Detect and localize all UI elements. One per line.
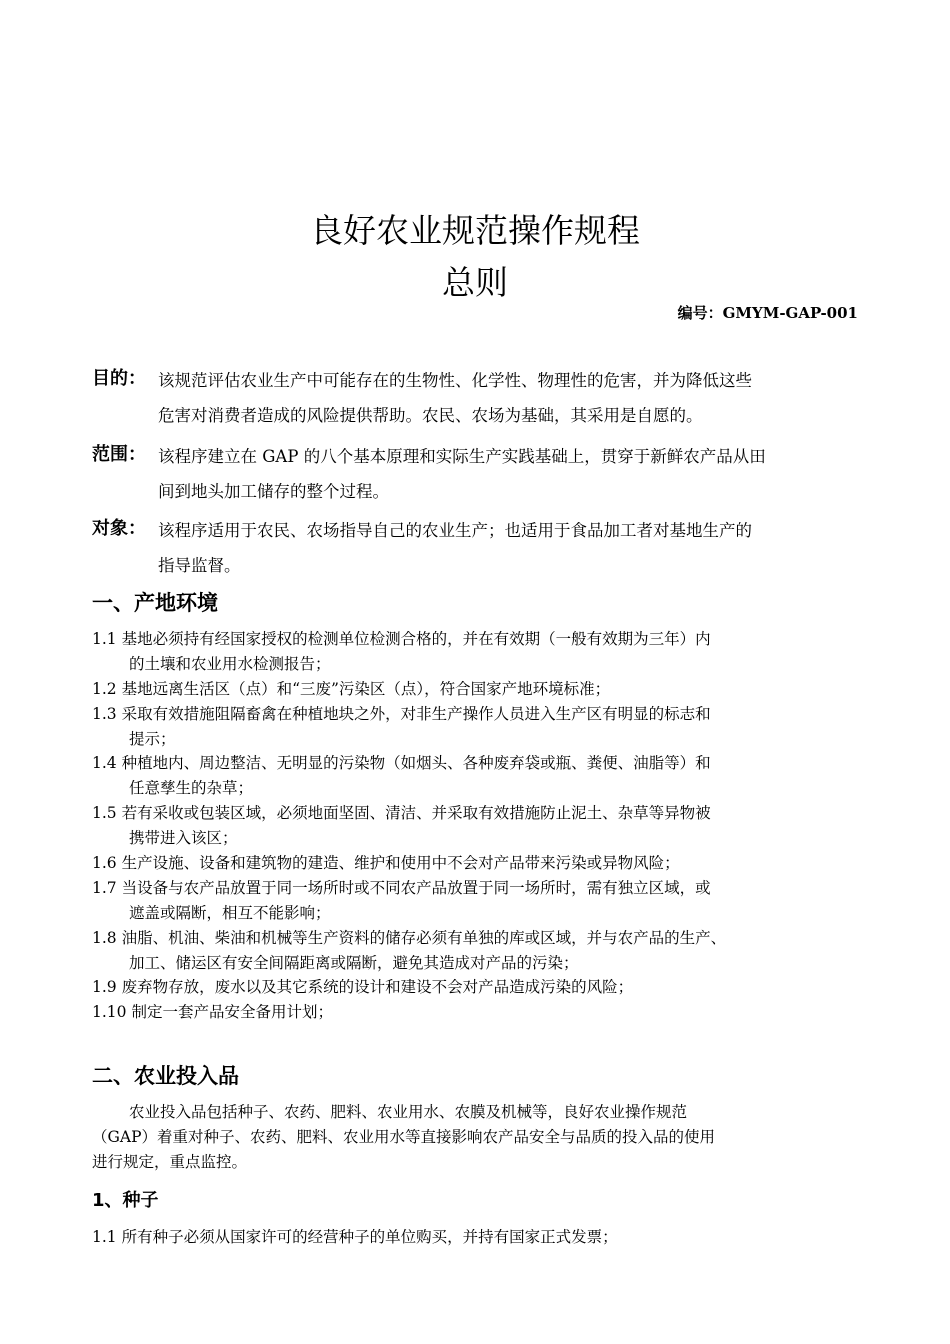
intro-line3: 进行规定，重点监控。 [92,1153,248,1171]
scope-label: 范围： [92,444,146,465]
list-item-continuation: 的土壤和农业用水检测报告； [129,655,331,673]
list-item: 1.9 废弃物存放，废水以及其它系统的设计和建设不会对产品造成污染的风险； [92,978,634,996]
list-item: 1.4 种植地内、周边整洁、无明显的污染物（如烟头、各种废弃袋或瓶、粪便、油脂等）和 [92,754,711,772]
list-item: 1.8 油脂、机油、柴油和机械等生产资料的储存必须有单独的库或区域，并与农产品的生产、 [92,929,727,947]
list-item: 1.5 若有采收或包装区域，必须地面坚固、清洁、并采取有效措施防止泥土、杂草等异物被 [92,804,711,822]
section-heading-inputs: 二、农业投入品 [92,1064,239,1088]
list-item: 1.1 基地必须持有经国家授权的检测单位检测合格的，并在有效期（一般有效期为三年）内 [92,630,711,648]
list-item: 1.2 基地远离生活区（点）和“三废”污染区（点），符合国家产地环境标准； [92,680,611,698]
target-text-line1: 该程序适用于农民、农场指导自己的农业生产；也适用于食品加工者对基地生产的 [158,521,752,540]
purpose-text-line2: 危害对消费者造成的风险提供帮助。农民、农场为基础，其采用是自愿的。 [158,406,703,425]
list-item: 1.6 生产设施、设备和建筑物的建造、维护和使用中不会对产品带来污染或异物风险； [92,854,680,872]
target-label: 对象： [92,518,146,539]
document-title: 良好农业规范操作规程 [310,211,640,250]
intro-line1: 农业投入品包括种子、农药、肥料、农业用水、农膜及机械等，良好农业操作规范 [129,1103,688,1121]
list-item: 1.3 采取有效措施阻隔畜禽在种植地块之外，对非生产操作人员进入生产区有明显的标志和 [92,705,711,723]
document-subtitle: 总则 [442,263,508,302]
target-text-line2: 指导监督。 [158,556,241,575]
scope-text-line2: 间到地头加工储存的整个过程。 [158,482,389,501]
purpose-text-line1: 该规范评估农业生产中可能存在的生物性、化学性、物理性的危害，并为降低这些 [158,371,752,390]
list-item: 1.7 当设备与农产品放置于同一场所时或不同农产品放置于同一场所时，需有独立区域，或 [92,879,711,897]
subsection-heading-seeds: 1、种子 [92,1190,159,1211]
purpose-label: 目的： [92,368,146,389]
document-number: 编号：GMYM-GAP-001 [677,304,858,322]
intro-line2: （GAP）着重对种子、农药、肥料、农业用水等直接影响农产品安全与品质的投入品的使用 [92,1128,716,1146]
list-item-continuation: 遮盖或隔断，相互不能影响； [129,904,331,922]
section-heading-environment: 一、产地环境 [92,591,218,615]
list-item-continuation: 任意孳生的杂草； [129,779,254,797]
scope-text-line1: 该程序建立在 GAP 的八个基本原理和实际生产实践基础上，贯穿于新鲜农产品从田 [158,447,766,466]
list-item: 1.10 制定一套产品安全备用计划； [92,1003,333,1021]
list-item-continuation: 携带进入该区； [129,829,238,847]
list-item: 1.1 所有种子必须从国家许可的经营种子的单位购买，并持有国家正式发票； [92,1228,618,1246]
list-item-continuation: 提示； [129,730,176,748]
list-item-continuation: 加工、储运区有安全间隔距离或隔断，避免其造成对产品的污染； [129,954,579,972]
